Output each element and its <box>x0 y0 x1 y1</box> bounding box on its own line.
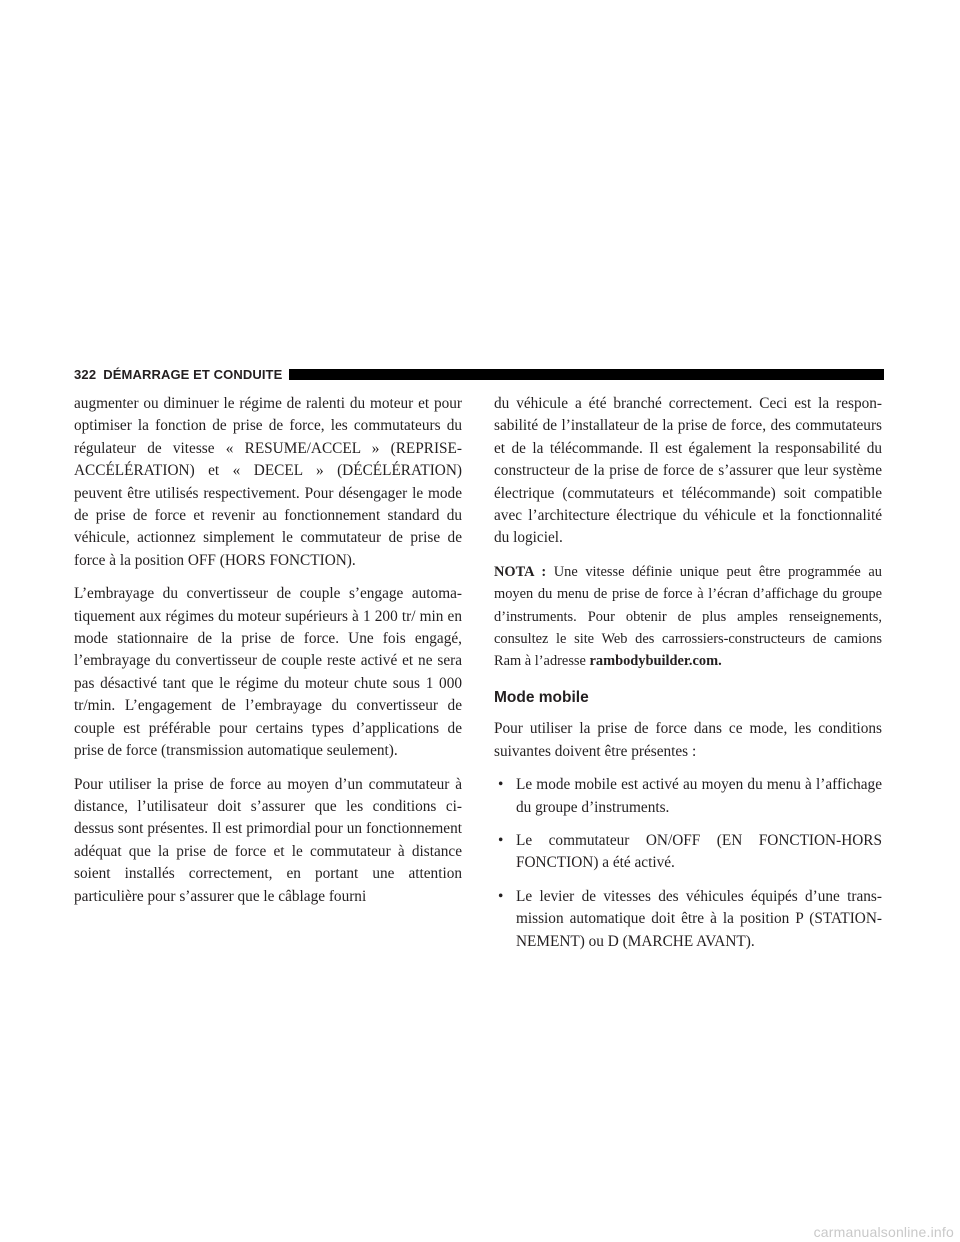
left-column <box>74 393 462 919</box>
paragraph: Pour utiliser la prise de force dans ce mode, les conditions suivantes doivent être présentes : <box>494 720 882 760</box>
nota-text: Une vitesse définie unique peut être programmée au moyen du menu de prise de force à l’écran d’affichage du groupe d’instruments. Pour obtenir de plus amples renseignements, consultez le site Web des carrossiers-constructeurs de camions Ram à l’adresse <box>494 563 883 670</box>
watermark: carmanualsonline.info <box>813 1224 954 1240</box>
list-item <box>494 830 882 875</box>
paragraph: augmenter ou diminuer le régime de ralenti du moteur et pour optimiser la fonction de prise de force, les commutateurs du régulateur de vitesse « RESUME/ACCEL » (REPRISE-ACCÉLÉRATION) et « DECEL » (DÉCÉLÉRATION) peuvent être utilisés respectivement. Pour désengager le mode de prise de force et revenir au fonctionnement standard du véhicule, actionnez simplement le commutateur de prise de force à la position OFF (HORS FONCTION). <box>74 395 462 569</box>
paragraph: L’embrayage du convertisseur de couple s’engage automatiquement aux régimes du moteur supérieurs à 1 200 tr/ min en mode stationnaire de la prise de force. Une fois engagé, l’embrayage du convertisseur de couple reste activé et ne sera pas désactivé tant que le régime du moteur chute sous 1 000 tr/min. L’engagement de l’embrayage du convertisseur de couple est préférable pour certains types d’applications de prise de force (transmission automatique seulement). <box>74 585 462 760</box>
section-heading: Mode mobile <box>494 688 589 706</box>
right-column <box>494 393 882 964</box>
bullet-icon: • <box>498 776 504 794</box>
bullet-icon: • <box>498 831 504 849</box>
list-item-text: Le commutateur ON/OFF (EN FONCTION-HORS FONCTION) a été activé. <box>516 831 882 872</box>
list-item-text: Le mode mobile est activé au moyen du menu à l’affichage du groupe d’instruments. <box>516 776 882 816</box>
list-item-text: Le levier de vitesses des véhicules équipés d’une transmission automatique doit être à la position P (STATIONNEMENT) ou D (MARCHE AVANT). <box>516 887 882 950</box>
section-title: DÉMARRAGE ET CONDUITE <box>103 366 283 382</box>
nota-label: NOTA : <box>494 563 547 580</box>
conditions-list <box>494 774 882 953</box>
page-number: 322 <box>74 366 97 382</box>
page-header <box>74 366 884 382</box>
nota-paragraph <box>494 561 882 673</box>
list-item <box>494 774 882 819</box>
header-rule <box>289 369 884 380</box>
list-item <box>494 886 882 953</box>
paragraph: Pour utiliser la prise de force au moyen d’un commutateur à distance, l’utilisateur doit s’assurer que les conditions ci-dessus sont présentes. Il est primordial pour un fonctionnement adéquat que la prise de force et le commutateur à distance soient installés correctement, en portant une attention particulière pour s’assurer que le câblage fourni <box>74 775 462 905</box>
paragraph: du véhicule a été branché correctement. Ceci est la responsabilité de l’installateur de la prise de force, des commutateurs et de la télécommande. Il est également la responsabilité du constructeur de la prise de force de s’assurer que leur système électrique (commutateurs et télécommande) soit compatible avec l’architecture électrique du véhicule et la fonctionnalité du logiciel. <box>494 395 882 547</box>
bullet-icon: • <box>498 887 504 905</box>
website-link: rambodybuilder.com. <box>589 653 722 670</box>
